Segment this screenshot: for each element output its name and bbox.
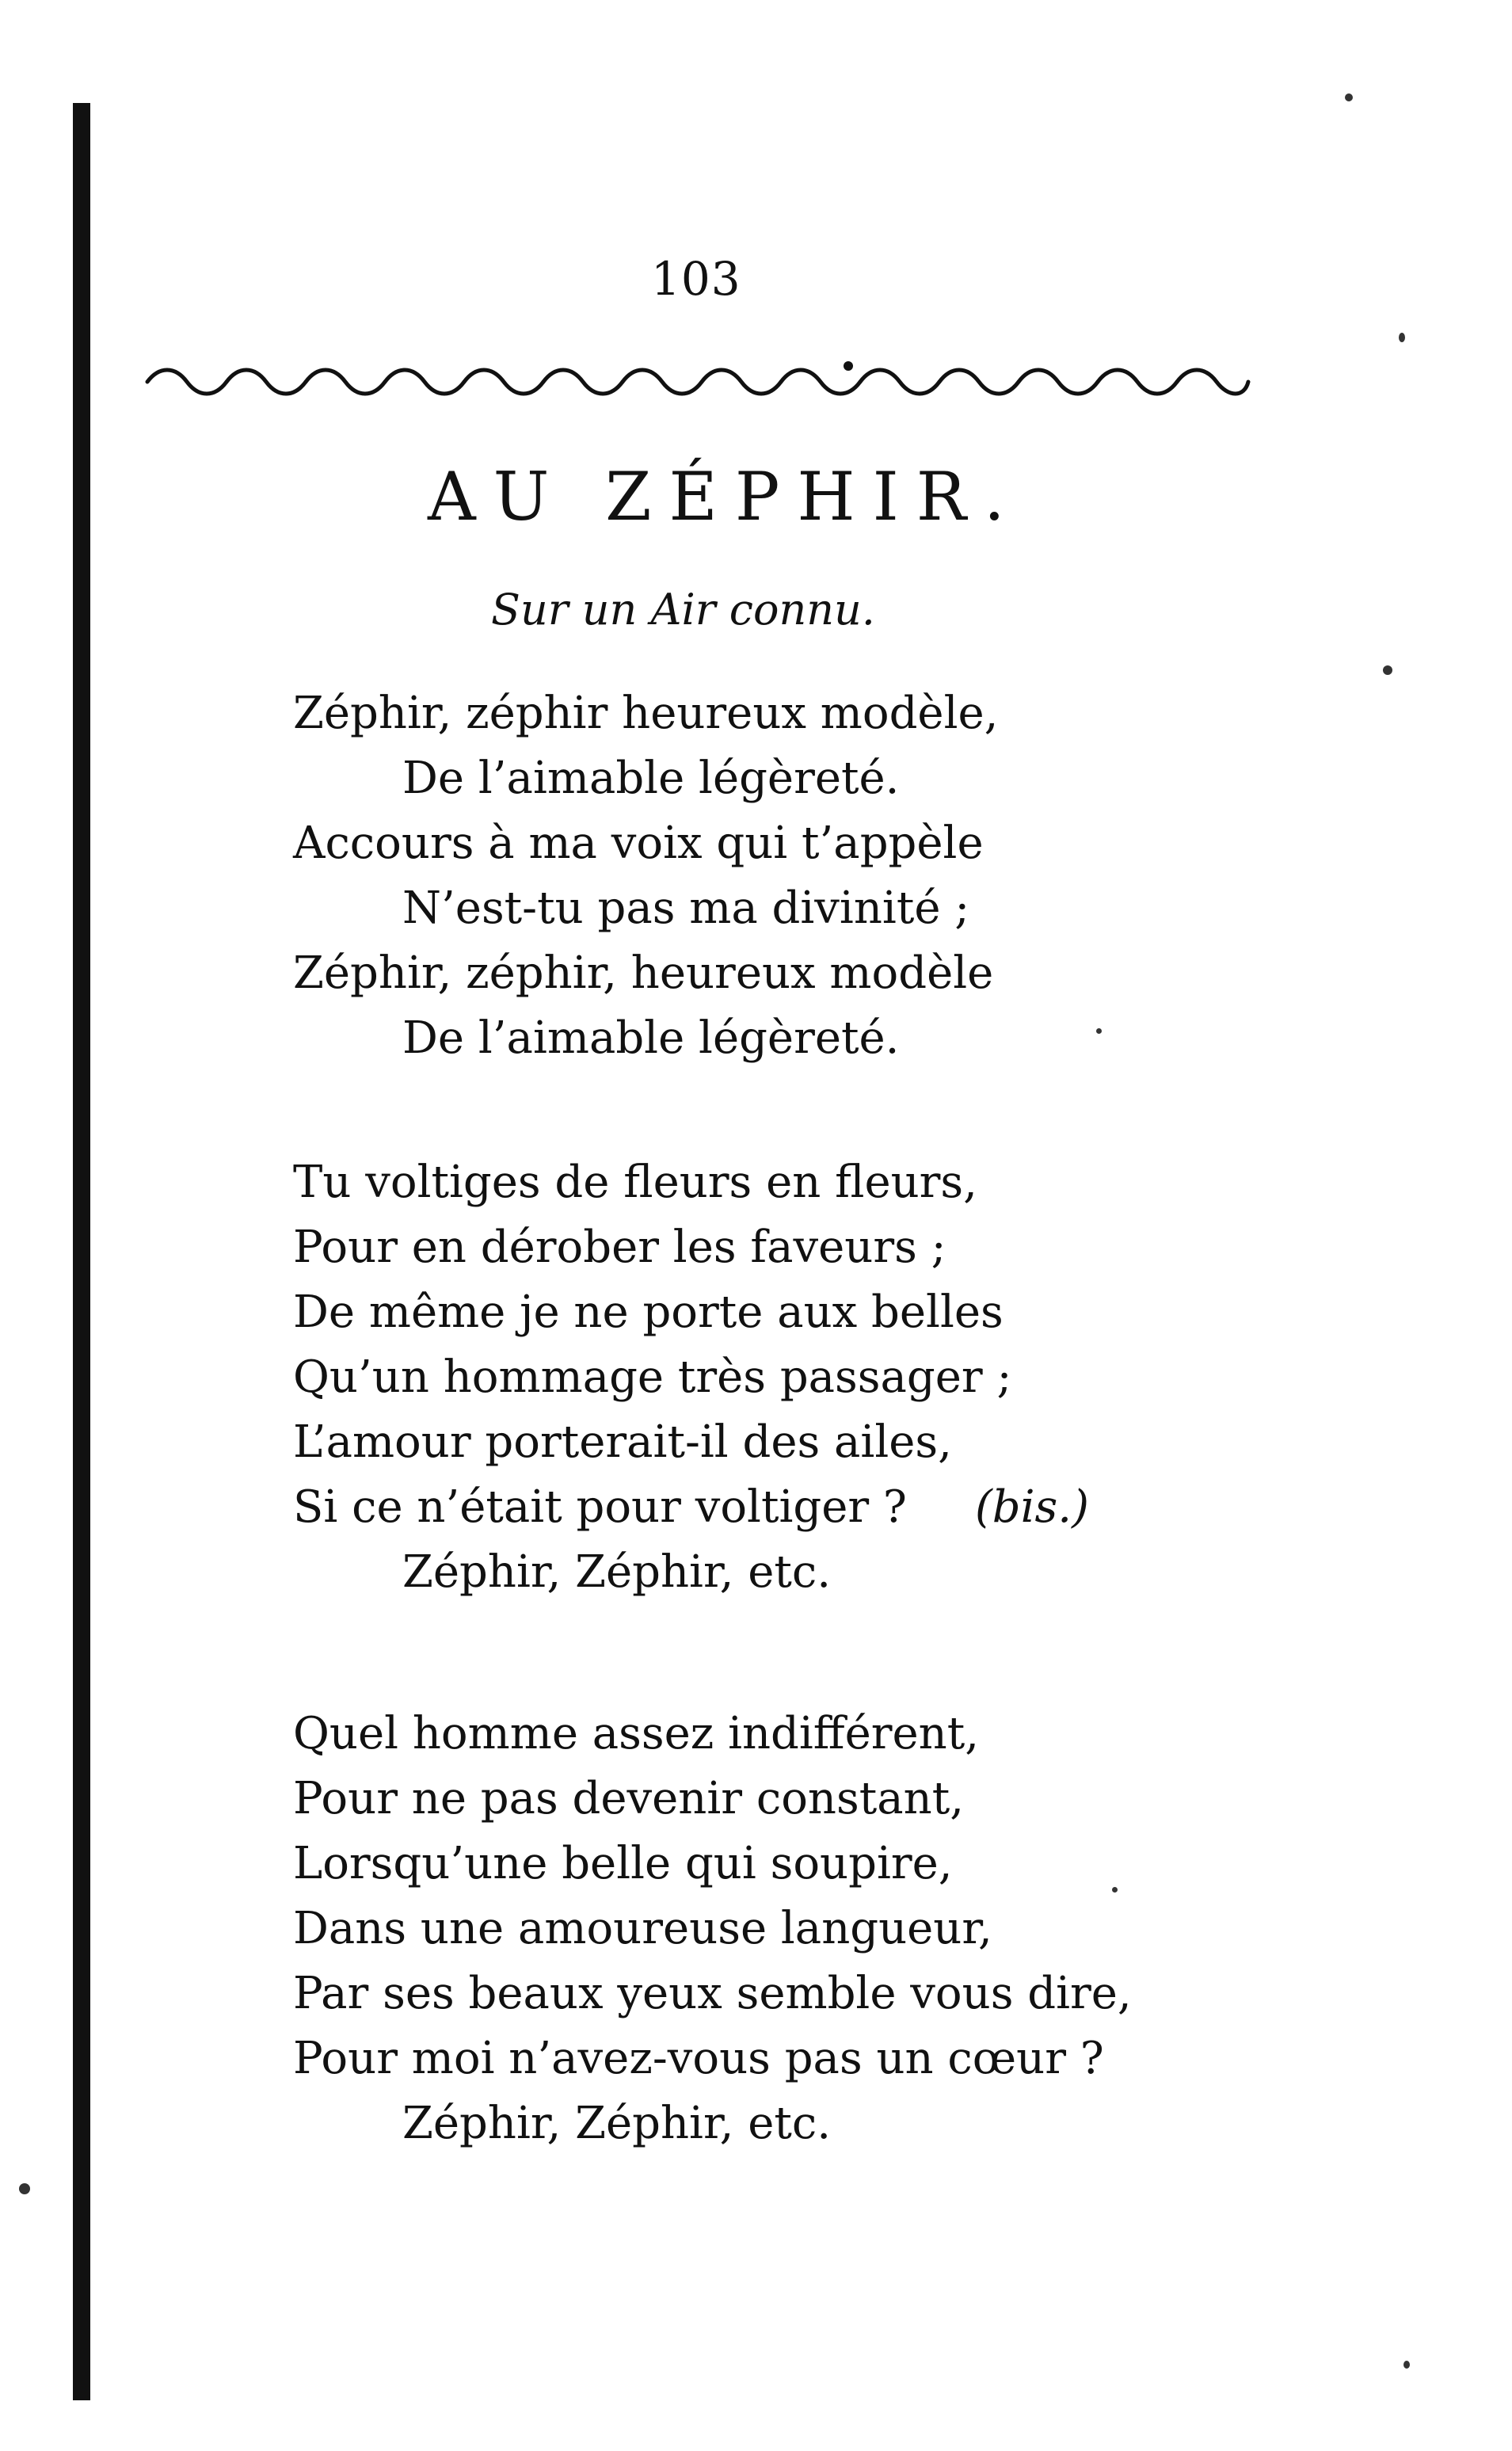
refrain-line: Zéphir, Zéphir, etc.	[402, 1546, 831, 1598]
stanza-1	[293, 681, 998, 1071]
paper-speck	[19, 2183, 30, 2194]
verse-line: L’amour porterait-il des ailes,	[293, 1416, 952, 1468]
bis-marker: (bis.)	[974, 1481, 1089, 1533]
verse-line: Accours à ma voix qui t’appèle	[293, 818, 984, 869]
paper-speck	[1112, 1887, 1118, 1893]
paper-speck	[1096, 1028, 1102, 1034]
verse-line: Zéphir, zéphir, heureux modèle	[293, 947, 994, 999]
paper-speck	[1345, 93, 1353, 101]
verse-line: De même je ne porte aux belles	[293, 1286, 1004, 1338]
paper-speck	[1399, 333, 1405, 342]
verse-line: N’est-tu pas ma divinité ;	[402, 882, 970, 934]
poem-title: AU ZÉPHIR.	[428, 458, 1023, 536]
verse-line: Pour moi n’avez-vous pas un cœur ?	[293, 2033, 1104, 2084]
verse-line: Quel homme assez indifférent,	[293, 1708, 980, 1759]
verse-text: Si ce n’était pour voltiger ?	[293, 1481, 907, 1533]
binding-line	[73, 103, 90, 2400]
verse-line: Pour en dérober les faveurs ;	[293, 1222, 946, 1273]
verse-line: Lorsqu’une belle qui soupire,	[293, 1838, 953, 1889]
verse-line: Tu voltiges de fleurs en fleurs,	[293, 1157, 977, 1208]
stanza-3	[293, 1702, 1132, 2156]
decorative-rule	[139, 358, 1256, 402]
verse-line: De l’aimable légèreté.	[402, 1012, 900, 1064]
stanza-2	[293, 1150, 1089, 1605]
verse-line: Par ses beaux yeux semble vous dire,	[293, 1968, 1132, 2019]
verse-line-with-bis	[293, 1475, 1089, 1540]
poem-subtitle: Sur un Air connu.	[491, 585, 875, 635]
verse-line: Zéphir, zéphir heureux modèle,	[293, 688, 999, 739]
page-number: 103	[651, 252, 741, 306]
verse-line: Dans une amoureuse langueur,	[293, 1903, 992, 1954]
verse-line: Qu’un hommage très passager ;	[293, 1351, 1012, 1403]
paper-speck	[1403, 2361, 1410, 2369]
refrain-line: Zéphir, Zéphir, etc.	[402, 2098, 831, 2149]
verse-line: Pour ne pas devenir constant,	[293, 1773, 964, 1824]
paper-speck	[1383, 665, 1392, 675]
verse-line: De l’aimable légèreté.	[402, 753, 900, 804]
